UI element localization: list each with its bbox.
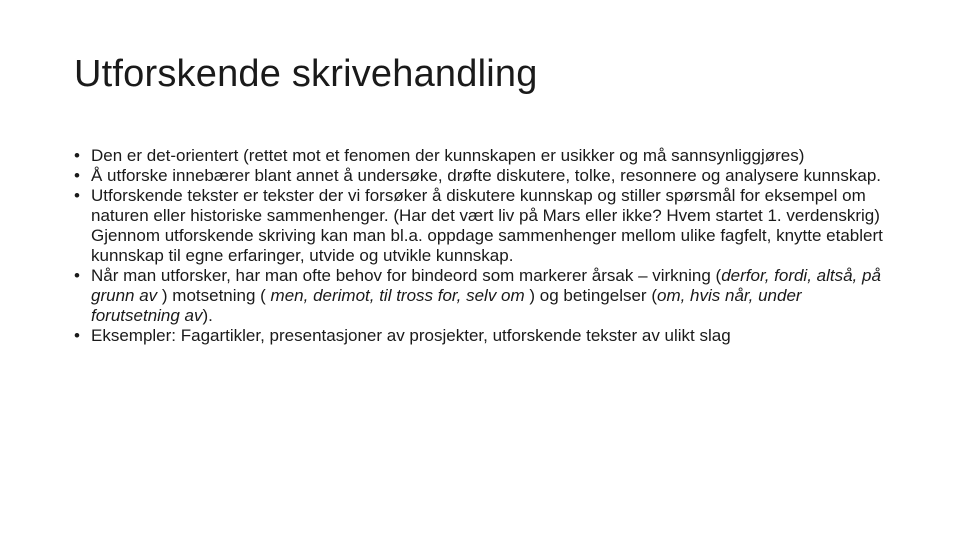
bullet-text-5: Eksempler: Fagartikler, presentasjoner av prosjekter, utforskende tekster av ulikt slag [91, 326, 731, 345]
bullet-item-1 [74, 146, 894, 166]
bullet-marker: • [74, 166, 80, 185]
bullet-text-4-contrast-words: men, derimot, til tross for, selv om [270, 286, 525, 305]
bullet-text-4-part-3: ) motsetning ( [157, 286, 271, 305]
bullet-marker: • [74, 266, 80, 285]
bullet-list [74, 146, 894, 346]
bullet-marker: • [74, 146, 80, 165]
bullet-text-1: Den er det-orientert (rettet mot et fenomen der kunnskapen er usikker og må sannsynliggjøres) [91, 146, 805, 165]
bullet-text-4-part-1: Når man utforsker, har man ofte behov for bindeord som markerer årsak – virkning ( [91, 266, 722, 285]
bullet-text-4-part-7: ). [202, 306, 213, 325]
slide-title: Utforskende skrivehandling [74, 53, 538, 95]
bullet-text-2: Å utforske innebærer blant annet å undersøke, drøfte diskutere, tolke, resonnere og analysere kunnskap. [91, 166, 882, 185]
bullet-marker: • [74, 186, 80, 205]
bullet-marker: • [74, 326, 80, 345]
bullet-text-3: Utforskende tekster er tekster der vi forsøker å diskutere kunnskap og stiller spørsmål for eksempel om naturen eller historiske sammenhenger. (Har det vært liv på Mars eller ikke? Hvem startet 1. verdenskrig) Gjennom utforskende skriving kan man bl.a. oppdage sammenhenger mellom ulike fagfelt, knytte etablert kunnskap til egne erfaringer, utvide og utvikle kunnskap. [91, 186, 883, 265]
bullet-text-4-part-5: ) og betingelser ( [524, 286, 657, 305]
bullet-item-2 [74, 166, 894, 186]
bullet-item-4 [74, 266, 894, 326]
bullet-text-4-cause-words: derfor, fordi, altså, på grunn av [91, 266, 881, 305]
bullet-item-5 [74, 326, 894, 346]
bullet-text-4-condition-words: om, hvis når, under forutsetning av [91, 286, 802, 325]
bullet-item-3 [74, 186, 894, 266]
